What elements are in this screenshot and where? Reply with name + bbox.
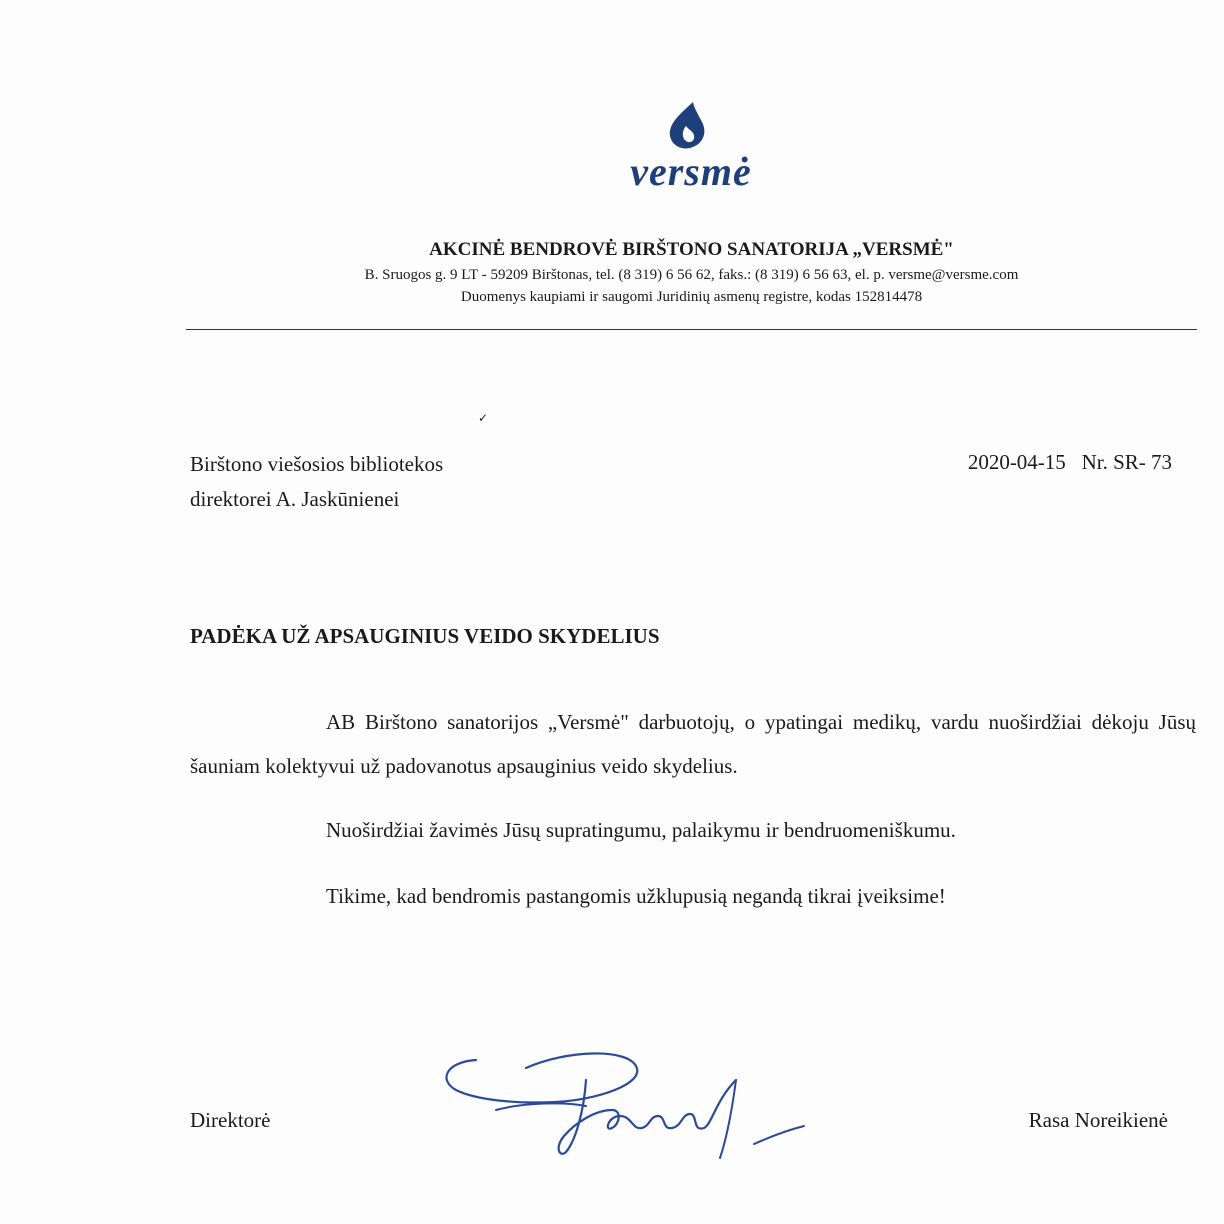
letterhead-divider (186, 329, 1197, 330)
company-name: AKCINĖ BENDROVĖ BIRŠTONO SANATORIJA „VERSMĖ" (429, 239, 954, 260)
company-register: Duomenys kaupiami ir saugomi Juridinių asmenų registre, kodas 152814478 (460, 289, 923, 305)
document-reference (968, 447, 1172, 477)
document-number: Nr. SR- 73 (1081, 450, 1172, 474)
body-paragraph-3: Tikime, kad bendromis pastangomis užklupusią negandą tikrai įveiksime! (326, 884, 946, 908)
recipient-line-2: direktorei A. Jaskūnienei (190, 487, 400, 511)
body-paragraph-2: Nuoširdžiai žavimės Jūsų supratingumu, palaikymu ir bendruomeniškumu. (326, 818, 956, 842)
company-logo (598, 100, 784, 196)
document-date: 2020-04-15 (967, 450, 1066, 474)
company-address: B. Sruogos g. 9 LT - 59209 Birštonas, tel. (8 319) 6 56 62, faks.: (8 319) 6 56 63, el. p. versme@versme.com (364, 267, 1019, 283)
scan-mark: ✓ (478, 411, 489, 425)
signatory-title: Direktorė (190, 1108, 271, 1132)
body-paragraph-1: AB Birštono sanatorijos „Versmė" darbuotojų, o ypatingai medikų, vardu nuoširdžiai dėkoju Jūsų šauniam kolektyvui už padovanotus apsauginius veido skydelius. (190, 710, 1196, 778)
signatory-name: Rasa Noreikienė (1028, 1108, 1168, 1132)
logo-wordmark: versmė (630, 149, 752, 194)
recipient-line-1: Birštono viešosios bibliotekos (190, 452, 444, 476)
letter-subject: PADĖKA UŽ APSAUGINIUS VEIDO SKYDELIUS (190, 624, 660, 648)
recipient-block (190, 447, 443, 517)
handwritten-signature (436, 1040, 816, 1190)
water-drop-icon (598, 100, 784, 152)
